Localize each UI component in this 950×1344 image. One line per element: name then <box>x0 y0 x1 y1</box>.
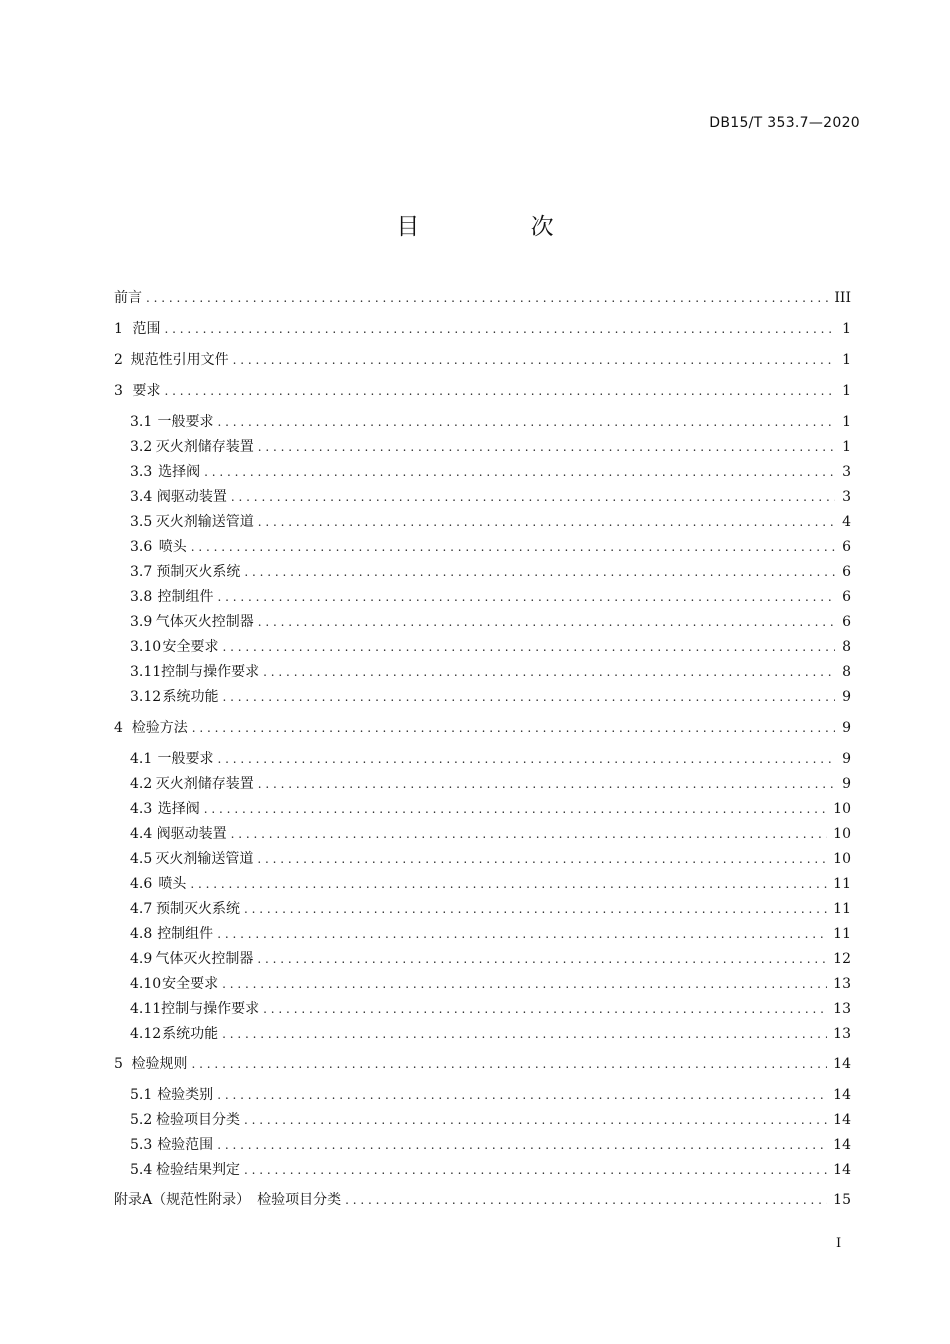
toc-entry-label: 附录A（规范性附录） 检验项目分类 <box>114 1192 342 1208</box>
toc-entry[interactable] <box>130 923 851 945</box>
page-number: I <box>836 1236 842 1251</box>
toc-entry-number: 4.12 <box>130 1026 162 1042</box>
toc-entry-page: 13 <box>833 1026 851 1042</box>
toc-dot-leader <box>244 561 835 583</box>
toc-entry-number: 4.9 <box>130 951 153 967</box>
toc-dot-leader <box>204 461 835 483</box>
toc-dot-leader <box>244 1159 827 1181</box>
toc-entry-number: 3.10 <box>130 639 162 655</box>
toc-dot-leader <box>233 349 835 371</box>
toc-entry-page: 4 <box>842 514 851 530</box>
toc-entry-number: 4.6 <box>130 876 153 892</box>
toc-dot-leader <box>231 823 828 845</box>
toc-entry-number: 4.10 <box>130 976 162 992</box>
toc-entry-page: 3 <box>842 489 851 505</box>
toc-entry[interactable] <box>130 1023 851 1045</box>
toc-entry[interactable] <box>114 380 851 402</box>
toc-entry[interactable] <box>114 1189 851 1211</box>
toc-entry-page: 11 <box>833 901 851 917</box>
toc-entry-number: 5.3 <box>130 1137 153 1153</box>
toc-entry-page: 11 <box>833 926 851 942</box>
toc-entry-label: 检验范围 <box>157 1137 214 1153</box>
toc-entry[interactable] <box>130 636 851 658</box>
toc-entry-label: 检验类别 <box>157 1087 214 1103</box>
toc-dot-leader <box>223 636 836 658</box>
toc-dot-leader <box>257 948 827 970</box>
toc-entry-number: 3.3 <box>130 464 153 480</box>
toc-entry[interactable] <box>130 436 851 458</box>
toc-entry-number: 5.4 <box>130 1162 153 1178</box>
toc-entry-page: 14 <box>833 1056 851 1072</box>
toc-entry-label: 系统功能 <box>162 1026 219 1042</box>
toc-entry-number: 3.12 <box>130 689 162 705</box>
toc-entry-page: 10 <box>833 851 851 867</box>
toc-entry-number: 4.5 <box>130 851 153 867</box>
toc-dot-leader <box>190 873 827 895</box>
toc-entry-label: 控制与操作要求 <box>161 1001 260 1017</box>
toc-entry-label: 检验项目分类 <box>156 1112 240 1128</box>
toc-entry-page: 10 <box>833 801 851 817</box>
toc-entry[interactable] <box>130 586 851 608</box>
toc-entry-number: 5.1 <box>130 1087 153 1103</box>
toc-dot-leader <box>244 898 827 920</box>
toc-entry-label: 气体灭火控制器 <box>155 614 254 630</box>
toc-entry-label: 安全要求 <box>162 639 219 655</box>
toc-entry[interactable] <box>130 773 851 795</box>
toc-entry[interactable] <box>130 536 851 558</box>
toc-entry-label: 阀驱动装置 <box>156 489 227 505</box>
toc-dot-leader <box>258 611 835 633</box>
toc-dot-leader <box>192 717 835 739</box>
toc-entry[interactable] <box>130 823 851 845</box>
toc-dot-leader <box>231 486 835 508</box>
toc-entry[interactable] <box>130 973 851 995</box>
toc-entry-label: 选择阀 <box>158 464 201 480</box>
toc-entry-label: 规范性引用文件 <box>130 352 229 368</box>
toc-entry-page: 6 <box>842 539 851 555</box>
toc-entry-page: 13 <box>833 976 851 992</box>
toc-entry-number: 5.2 <box>130 1112 153 1128</box>
toc-dot-leader <box>222 1023 827 1045</box>
toc-entry-label: 前言 <box>114 290 142 306</box>
toc-entry-number: 4.4 <box>130 826 153 842</box>
toc-entry-number: 4 <box>114 720 123 736</box>
toc-entry-number: 3.6 <box>130 539 153 555</box>
toc-entry-page: 8 <box>842 664 851 680</box>
toc-entry-number: 4.8 <box>130 926 153 942</box>
toc-entry-label: 阀驱动装置 <box>156 826 227 842</box>
toc-dot-leader <box>244 1109 827 1131</box>
toc-entry-number: 4.11 <box>130 1001 162 1017</box>
toc-entry-label: 检验规则 <box>131 1056 188 1072</box>
toc-entry-page: 9 <box>842 776 851 792</box>
toc-dot-leader <box>165 318 836 340</box>
toc-entry[interactable] <box>130 998 851 1020</box>
toc-entry-label: 一般要求 <box>157 751 214 767</box>
toc-entry-page: 3 <box>842 464 851 480</box>
toc-dot-leader <box>218 748 835 770</box>
toc-dot-leader <box>263 998 827 1020</box>
toc-entry-label: 预制灭火系统 <box>156 901 240 917</box>
toc-entry[interactable] <box>114 717 851 739</box>
toc-entry[interactable] <box>130 898 851 920</box>
toc-entry-label: 安全要求 <box>162 976 219 992</box>
toc-entry-page: 14 <box>833 1162 851 1178</box>
toc-entry-number: 3 <box>114 383 123 399</box>
toc-entry-number: 4.1 <box>130 751 153 767</box>
toc-entry-number: 4.3 <box>130 801 153 817</box>
toc-entry[interactable] <box>130 686 851 708</box>
toc-dot-leader <box>218 586 835 608</box>
toc-dot-leader <box>192 1053 828 1075</box>
toc-entry-number: 1 <box>114 321 123 337</box>
toc-entry-number: 3.1 <box>130 414 153 430</box>
toc-dot-leader <box>258 773 835 795</box>
document-code: DB15/T 353.7—2020 <box>709 115 860 131</box>
toc-dot-leader <box>258 436 835 458</box>
toc-entry-page: 1 <box>842 383 851 399</box>
toc-entry-label: 系统功能 <box>162 689 219 705</box>
toc-entry-number: 3.8 <box>130 589 153 605</box>
toc-entry[interactable] <box>114 1053 851 1075</box>
toc-entry[interactable] <box>114 349 851 371</box>
toc-dot-leader <box>191 536 835 558</box>
toc-entry[interactable] <box>130 611 851 633</box>
toc-entry-page: 11 <box>833 876 851 892</box>
toc-dot-leader <box>258 511 835 533</box>
toc-entry-page: 13 <box>833 1001 851 1017</box>
toc-entry-page: 1 <box>842 439 851 455</box>
toc-entry-label: 喷头 <box>158 876 187 892</box>
toc-dot-leader <box>223 686 836 708</box>
toc-dot-leader <box>222 973 827 995</box>
toc-entry-number: 4.2 <box>130 776 153 792</box>
toc-entry-number: 3.4 <box>130 489 153 505</box>
toc-entry-number: 2 <box>114 352 123 368</box>
toc-entry-number: 3.9 <box>130 614 153 630</box>
toc-entry-number: 3.11 <box>130 664 162 680</box>
toc-entry-page: 14 <box>833 1087 851 1103</box>
toc-entry[interactable] <box>130 748 851 770</box>
toc-entry[interactable] <box>130 873 851 895</box>
toc-entry-number: 3.5 <box>130 514 153 530</box>
toc-dot-leader <box>146 287 828 309</box>
toc-entry[interactable] <box>130 1134 851 1156</box>
toc-entry-label: 灭火剂输送管道 <box>155 851 254 867</box>
toc-entry-number: 4.7 <box>130 901 153 917</box>
toc-entry-label: 灭火剂输送管道 <box>155 514 254 530</box>
toc-entry[interactable] <box>130 1109 851 1131</box>
toc-entry-number: 3.2 <box>130 439 153 455</box>
toc-entry-page: 6 <box>842 614 851 630</box>
toc-entry-label: 检验方法 <box>131 720 188 736</box>
toc-entry[interactable] <box>130 948 851 970</box>
toc-dot-leader <box>204 798 827 820</box>
toc-entry-page: 12 <box>833 951 851 967</box>
toc-entry-label: 范围 <box>132 321 161 337</box>
toc-entry[interactable] <box>130 411 851 433</box>
toc-entry[interactable] <box>130 511 851 533</box>
toc-entry[interactable] <box>130 848 851 870</box>
toc-entry-page: 8 <box>842 639 851 655</box>
toc-entry[interactable] <box>130 798 851 820</box>
toc-entry-label: 控制组件 <box>157 589 214 605</box>
toc-dot-leader <box>218 411 835 433</box>
toc-entry-number: 3.7 <box>130 564 153 580</box>
toc-entry-label: 灭火剂储存装置 <box>155 439 254 455</box>
toc-entry-page: 1 <box>842 321 851 337</box>
toc-entry-page: 6 <box>842 564 851 580</box>
toc-entry-page: 9 <box>842 720 851 736</box>
toc-entry-label: 预制灭火系统 <box>156 564 241 580</box>
toc-entry-page: 14 <box>833 1112 851 1128</box>
toc-entry-page: 9 <box>842 751 851 767</box>
toc-entry-label: 一般要求 <box>157 414 214 430</box>
toc-dot-leader <box>165 380 836 402</box>
toc-entry-label: 灭火剂储存装置 <box>155 776 254 792</box>
toc-entry-page: 1 <box>842 352 851 368</box>
toc-dot-leader <box>263 661 835 683</box>
toc-entry-label: 喷头 <box>158 539 187 555</box>
toc-entry-label: 选择阀 <box>157 801 200 817</box>
toc-entry[interactable] <box>130 561 851 583</box>
toc-entry-page: 9 <box>842 689 851 705</box>
toc-entry-page: 6 <box>842 589 851 605</box>
toc-entry-label: 气体灭火控制器 <box>155 951 254 967</box>
toc-entry[interactable] <box>130 486 851 508</box>
toc-entry[interactable] <box>130 461 851 483</box>
toc-entry[interactable] <box>130 661 851 683</box>
toc-entry[interactable] <box>114 318 851 340</box>
toc-entry[interactable] <box>130 1159 851 1181</box>
toc-dot-leader <box>217 923 827 945</box>
toc-entry-label: 要求 <box>132 383 161 399</box>
toc-entry-page: III <box>834 290 851 306</box>
page-title: 目 次 <box>396 214 606 240</box>
toc-dot-leader <box>217 1134 827 1156</box>
toc-entry-label: 检验结果判定 <box>156 1162 240 1178</box>
toc-entry[interactable] <box>114 287 851 309</box>
toc-dot-leader <box>217 1084 827 1106</box>
toc-entry-page: 15 <box>833 1192 851 1208</box>
toc-entry[interactable] <box>130 1084 851 1106</box>
toc-entry-number: 5 <box>114 1056 123 1072</box>
toc-dot-leader <box>257 848 827 870</box>
toc-entry-page: 14 <box>833 1137 851 1153</box>
toc-entry-page: 10 <box>833 826 851 842</box>
toc-entry-label: 控制组件 <box>157 926 214 942</box>
toc-entry-page: 1 <box>842 414 851 430</box>
toc-entry-label: 控制与操作要求 <box>161 664 260 680</box>
toc-dot-leader <box>345 1189 827 1211</box>
